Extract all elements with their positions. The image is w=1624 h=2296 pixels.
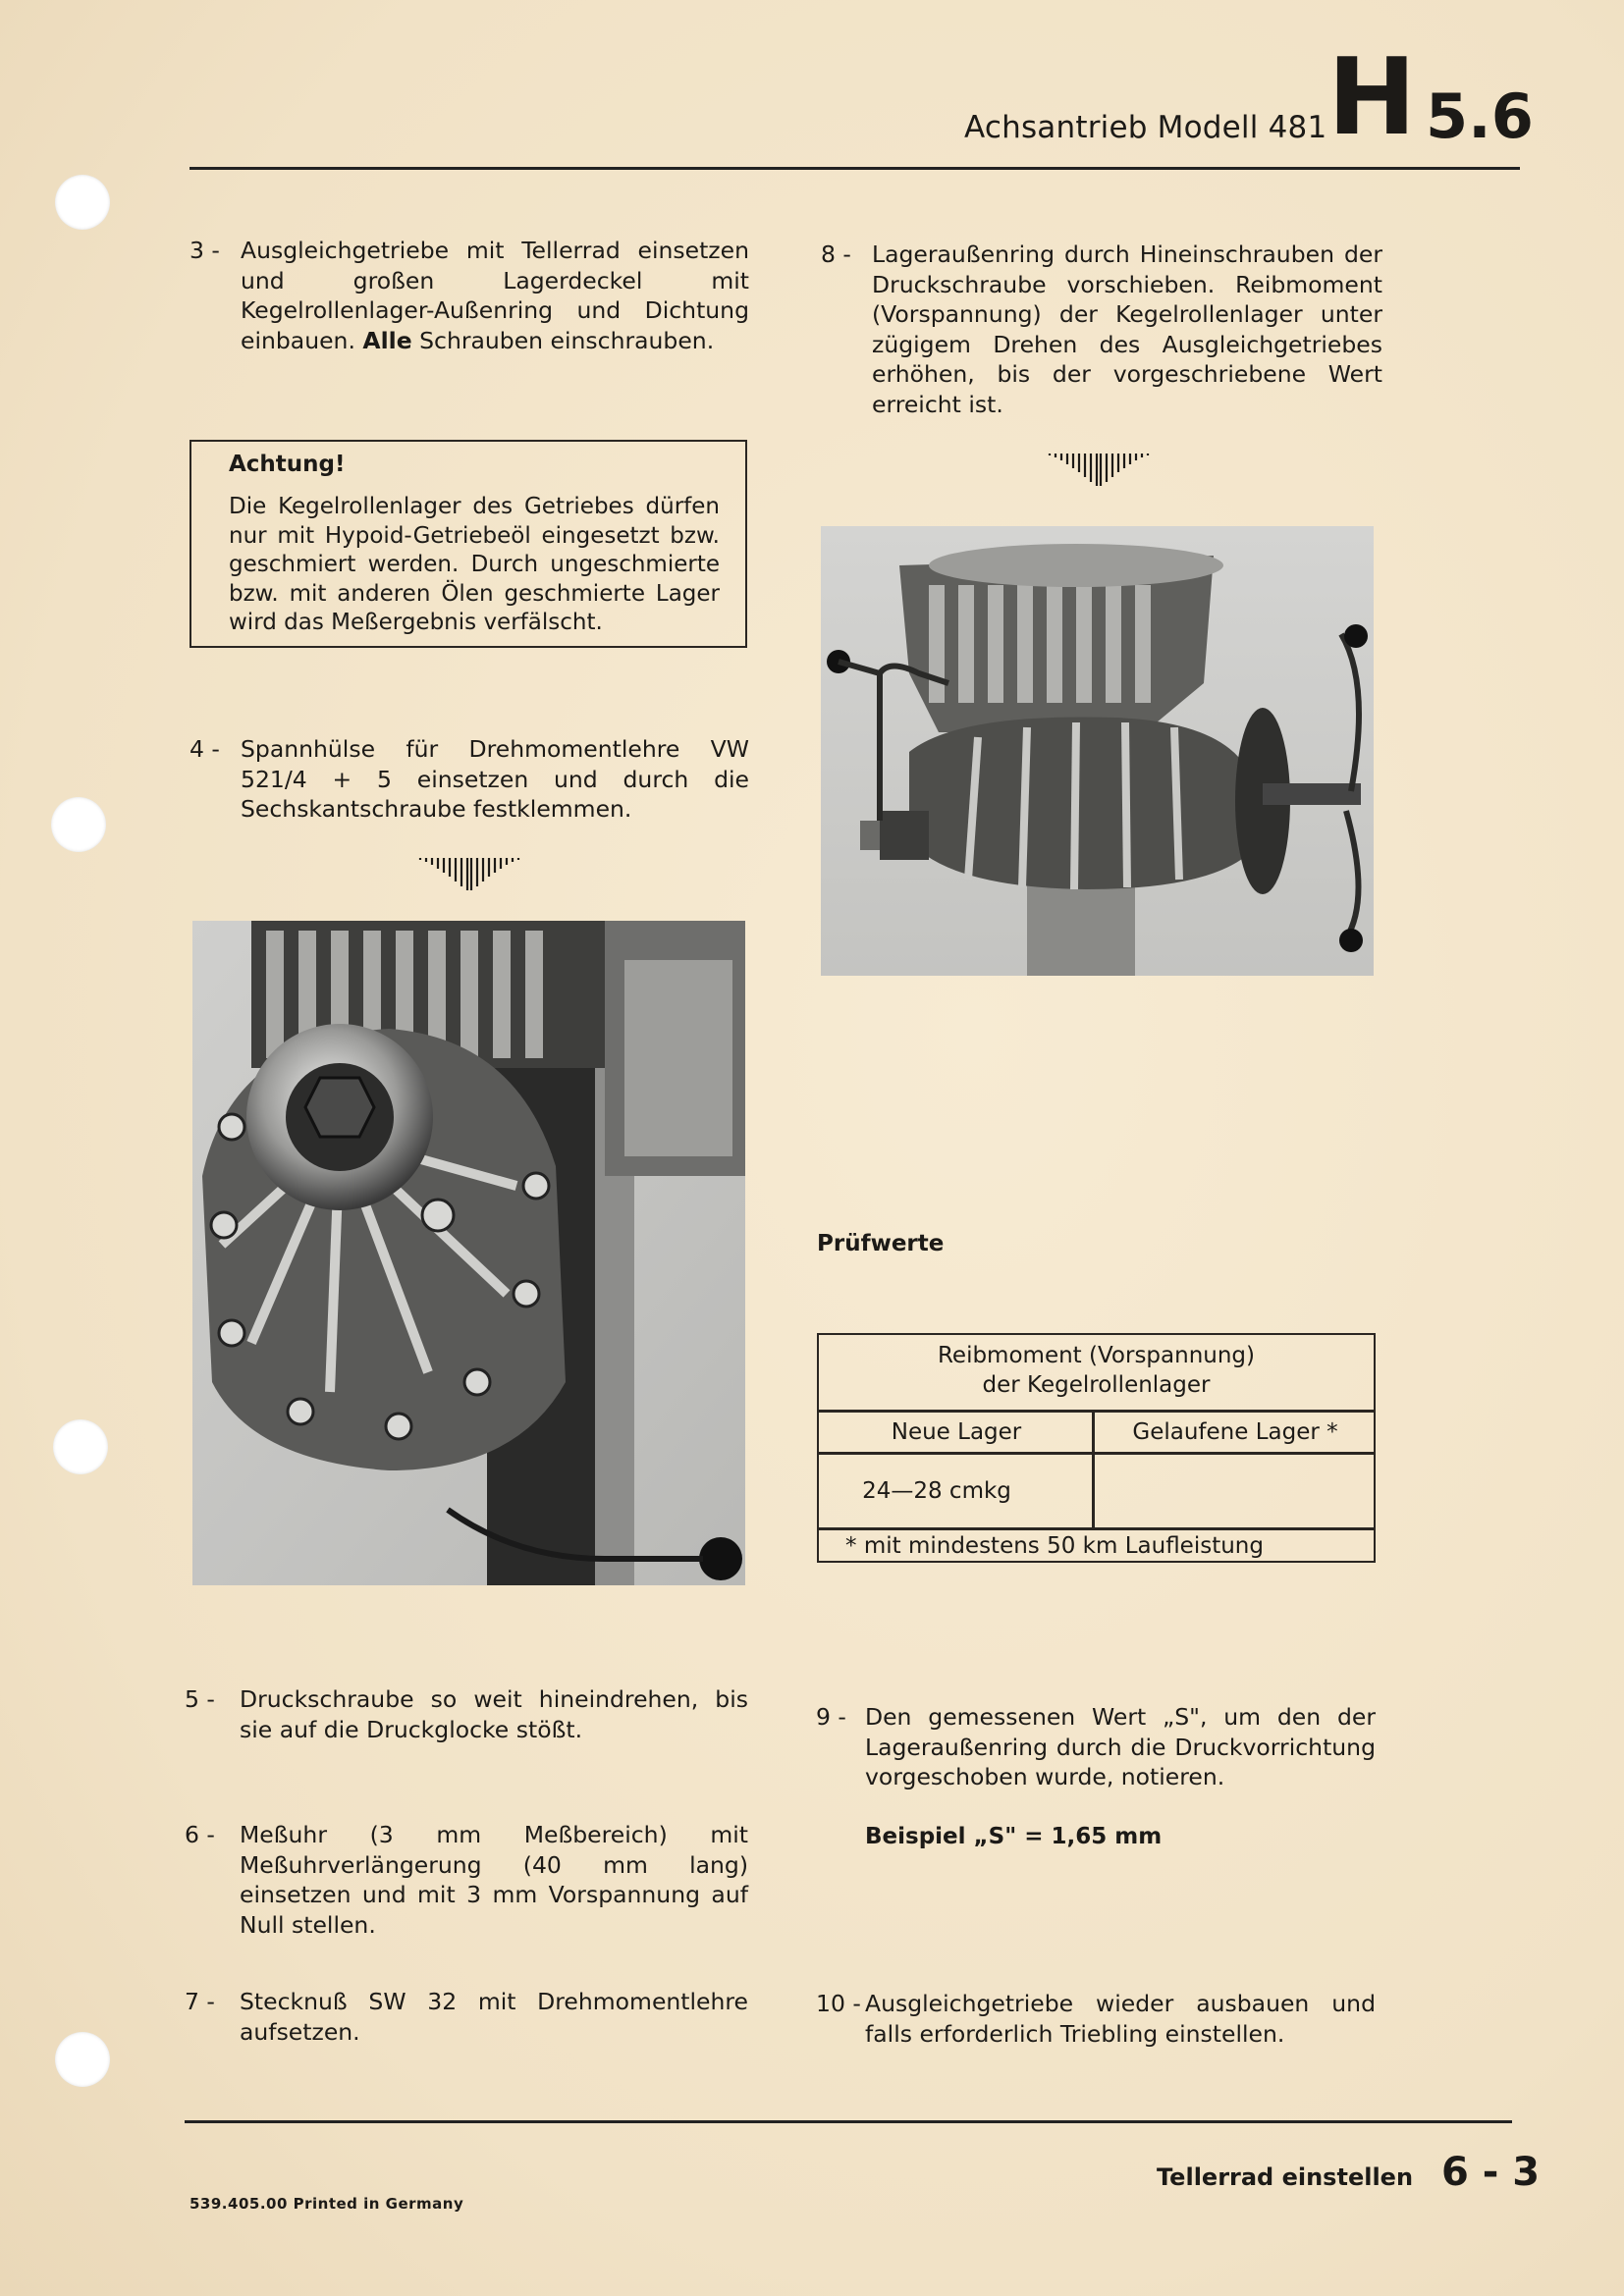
table-footnote: * mit mindestens 50 km Laufleistung: [845, 1533, 1264, 1559]
header-rule: [189, 167, 1520, 170]
step-number: 10 -: [816, 1990, 861, 2017]
values-table: [817, 1333, 1376, 1563]
section-number: 5.6: [1426, 80, 1534, 152]
step-number: 6 -: [185, 1821, 215, 1848]
table-title: Reibmoment (Vorspannung) der Kegelrollenlager: [937, 1343, 1256, 1398]
column-header-new: Neue Lager: [891, 1419, 1022, 1445]
step-text: Ausgleichgetriebe wieder ausbauen und falls erforderlich Triebling einstellen.: [865, 1990, 1376, 2048]
column-header-used: Gelaufene Lager *: [1132, 1419, 1338, 1445]
header-title: Achsantrieb Modell 481: [964, 110, 1327, 145]
step-text: Meßuhr (3 mm Meßbereich) mit Meßuhrverlängerung (40 mm lang) einsetzen und mit 3 mm Vorspannung auf Null stellen.: [240, 1821, 748, 1939]
section-letter: H: [1327, 36, 1415, 159]
step-text: Lageraußenring durch Hineinschrauben der Druckschraube vorschieben. Reibmoment (Vorspannung) der Kegelrollenlager unter zügigem Drehen des Ausgleichgetriebes erhöhen, bis der vorgeschriebene Wert erreicht ist.: [872, 240, 1382, 418]
footer-rule: [185, 2120, 1512, 2123]
step-text: Den gemessenen Wert „S", um den der Lageraußenring durch die Druckvorrichtung vorgeschoben wurde, notieren.: [865, 1703, 1376, 1790]
footer-section-title: Tellerrad einstellen: [1157, 2163, 1414, 2191]
step-number: 4 -: [189, 735, 220, 763]
step-number: 9 -: [816, 1703, 846, 1731]
value-new: 24—28 cmkg: [862, 1478, 1011, 1504]
warning-box: [189, 440, 747, 648]
example-value: Beispiel „S" = 1,65 mm: [865, 1824, 1163, 1849]
print-code: 539.405.00 Printed in Germany: [189, 2195, 464, 2213]
step-number: 3 -: [189, 237, 220, 264]
step-text: Ausgleichgetriebe mit Tellerrad einsetzen und großen Lagerdeckel mit Kegelrollenlager-Außenring und Dichtung einbauen. Alle Schrauben einschrauben.: [241, 237, 749, 354]
pruefwerte-heading: Prüfwerte: [817, 1231, 945, 1256]
step-number: 5 -: [185, 1685, 215, 1713]
step-number: 8 -: [821, 240, 851, 268]
step-text: Druckschraube so weit hineindrehen, bis sie auf die Druckglocke stößt.: [240, 1685, 748, 1743]
step-text: Stecknuß SW 32 mit Drehmomentlehre aufsetzen.: [240, 1988, 748, 2046]
step-number: 7 -: [185, 1988, 215, 2015]
binder-hole-3: [53, 1419, 108, 1474]
binder-hole-1: [55, 175, 110, 230]
bold-emphasis: Alle: [362, 326, 412, 354]
warning-text: Die Kegelrollenlager des Getriebes dürfen nur mit Hypoid-Getriebeöl eingesetzt bzw. geschmiert werden. Durch ungeschmierte bzw. mit anderen Ölen geschmierte Lager wird das Meßergebnis verfälscht.: [229, 494, 720, 635]
arrow-down-icon: [1048, 452, 1150, 489]
arrow-down-icon: [418, 856, 520, 893]
binder-hole-4: [55, 2032, 110, 2087]
warning-heading: Achtung!: [229, 452, 346, 477]
photo-gearbox-torque-gauge: [192, 921, 745, 1585]
photo-gearbox-on-stand: [821, 526, 1374, 976]
step-text: Spannhülse für Drehmomentlehre VW 521/4 + 5 einsetzen und durch die Sechskantschraube festklemmen.: [241, 735, 749, 823]
binder-hole-2: [51, 797, 106, 852]
page-number: 6 - 3: [1441, 2150, 1541, 2195]
